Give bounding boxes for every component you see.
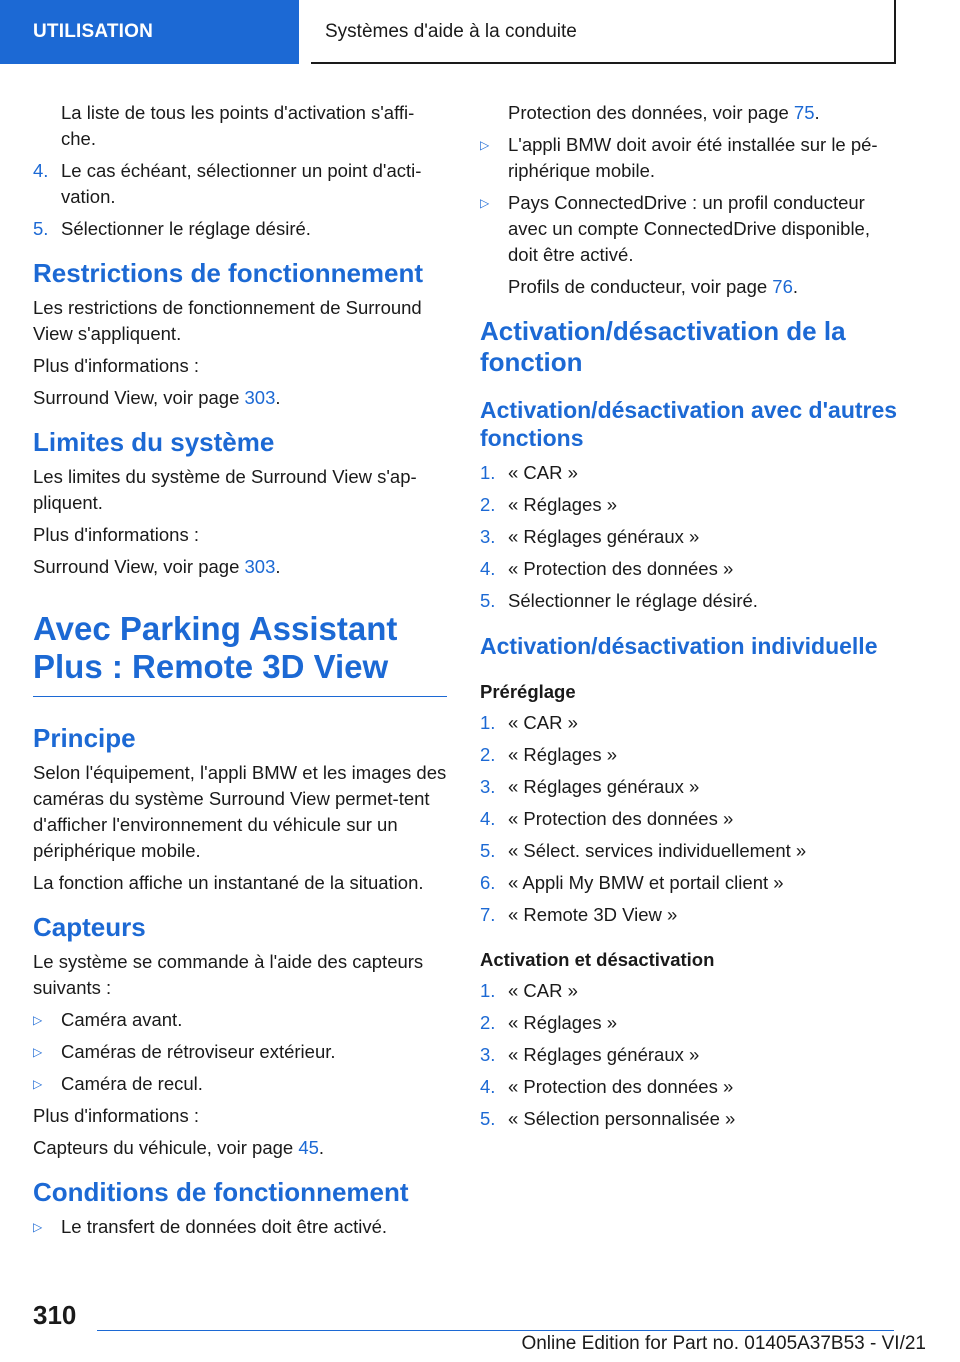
item-text: Caméra de recul. [61, 1073, 203, 1094]
step-text: Le cas échéant, sélectionner un point d'acti-vation. [61, 160, 422, 207]
list-item [480, 1074, 900, 1100]
conditions-list-cont [480, 132, 900, 268]
step-number: 3. [480, 776, 496, 797]
section-tab: UTILISATION [0, 0, 299, 64]
principle-body-2: La fonction affiche un instantané de la situation. [33, 872, 424, 893]
list-item [33, 1071, 447, 1097]
with-others-steps [480, 460, 900, 614]
list-item [33, 1039, 447, 1065]
triangle-right-icon: ▷ [33, 1045, 43, 1059]
step-number: 4. [33, 160, 49, 181]
list-item [480, 774, 900, 800]
step-text: « Réglages » [508, 1012, 618, 1033]
step-text: « Réglages » [508, 744, 618, 765]
step-text: « Réglages généraux » [508, 1044, 700, 1065]
heading-sensors: Capteurs [33, 912, 146, 942]
step-number: 4. [480, 558, 496, 579]
step-text: « CAR » [508, 980, 578, 1001]
step-text: « Appli My BMW et portail client » [508, 872, 784, 893]
ref-text: Profils de conducteur, voir page [508, 276, 773, 297]
list-item [33, 1007, 447, 1033]
step-text: « Réglages » [508, 494, 618, 515]
intro-text: La liste de tous les points d'activation s'affi-che. [61, 102, 415, 149]
step-number: 1. [480, 712, 496, 733]
step-text: « CAR » [508, 462, 578, 483]
step-number: 1. [480, 980, 496, 1001]
heading-principle: Principe [33, 723, 136, 753]
list-item [480, 1042, 900, 1068]
page-link[interactable]: 45 [298, 1137, 319, 1158]
heading-restrictions: Restrictions de fonctionnement [33, 258, 424, 288]
step-text: « Protection des données » [508, 558, 734, 579]
page-header [0, 0, 960, 66]
list-item [480, 710, 900, 736]
toggle-title: Activation et désactivation [480, 949, 715, 970]
step-text: Sélectionner le réglage désiré. [61, 218, 311, 239]
list-item [480, 460, 900, 486]
step-number: 2. [480, 1012, 496, 1033]
heading-with-others: Activation/désactivation avec d'autres fonctions [480, 397, 898, 451]
limits-more: Plus d'informations : [33, 524, 199, 545]
list-item [480, 524, 900, 550]
ref-text: Capteurs du véhicule, voir page [33, 1137, 299, 1158]
list-item [480, 1106, 900, 1132]
step-text: « Réglages généraux » [508, 776, 700, 797]
step-number: 1. [480, 462, 496, 483]
step-number: 2. [480, 494, 496, 515]
step-number: 7. [480, 904, 496, 925]
sensors-list [33, 1007, 447, 1097]
list-item [33, 1214, 447, 1240]
list-item [480, 1010, 900, 1036]
ref-text: Protection des données, voir page [508, 102, 794, 123]
conditions-list [33, 1214, 447, 1240]
list-item [480, 838, 900, 864]
step-number: 3. [480, 1044, 496, 1065]
item-text: Caméras de rétroviseur extérieur. [61, 1041, 336, 1062]
sensors-body: Le système se commande à l'aide des capteurs suivants : [33, 951, 424, 998]
page-link[interactable]: 75 [793, 102, 815, 123]
list-item [480, 556, 900, 582]
triangle-right-icon: ▷ [33, 1077, 43, 1091]
steps-top-list [33, 158, 447, 242]
list-item [480, 132, 900, 184]
step-number: 5. [480, 840, 496, 861]
edition-text: Online Edition for Part no. 01405A37B53 - VI/21 [521, 1333, 926, 1354]
triangle-right-icon: ▷ [480, 196, 490, 210]
triangle-right-icon: ▷ [33, 1013, 43, 1027]
sensors-ref: Capteurs du véhicule, voir page 45. [33, 1137, 325, 1158]
chapter-title: Systèmes d'aide à la conduite [311, 0, 896, 64]
list-item [480, 742, 900, 768]
step-number: 4. [480, 808, 496, 829]
list-item [33, 158, 447, 210]
item-text: Caméra avant. [61, 1009, 183, 1030]
list-item [480, 978, 900, 1004]
continued-ref: Protection des données, voir page 75. [508, 102, 820, 123]
right-column [480, 100, 900, 1138]
list-item [480, 870, 900, 896]
sensors-more: Plus d'informations : [33, 1105, 199, 1126]
ref-text: Surround View, voir page [33, 556, 245, 577]
step-text: « Protection des données » [508, 1076, 734, 1097]
item-text: Pays ConnectedDrive : un profil conducteur avec un compte ConnectedDrive disponible, doit être activé. [508, 192, 870, 265]
step-number: 6. [480, 872, 496, 893]
item-text: L'appli BMW doit avoir été installée sur le pé-riphérique mobile. [508, 134, 878, 181]
step-number: 5. [480, 1108, 496, 1129]
list-item [480, 492, 900, 518]
limits-ref: Surround View, voir page 303. [33, 556, 281, 577]
step-number: 4. [480, 1076, 496, 1097]
step-number: 5. [480, 590, 496, 611]
page-link[interactable]: 303 [244, 556, 276, 577]
profile-ref: Profils de conducteur, voir page 76. [508, 276, 799, 297]
list-item [480, 190, 900, 268]
triangle-right-icon: ▷ [33, 1220, 43, 1234]
item-text: Le transfert de données doit être activé. [61, 1216, 388, 1237]
step-text: « Protection des données » [508, 808, 734, 829]
heading-activation: Activation/désactivation de la fonction [480, 316, 846, 377]
heading-individual: Activation/désactivation individuelle [480, 633, 878, 659]
step-number: 5. [33, 218, 49, 239]
preset-steps [480, 710, 900, 928]
step-text: « Sélect. services individuellement » [508, 840, 807, 861]
step-number: 2. [480, 744, 496, 765]
step-text: « Remote 3D View » [508, 904, 678, 925]
restrictions-body: Les restrictions de fonctionnement de Surround View s'appliquent. [33, 297, 422, 344]
step-text: Sélectionner le réglage désiré. [508, 590, 758, 611]
left-column [33, 100, 447, 1246]
step-text: « Réglages généraux » [508, 526, 700, 547]
restrictions-ref: Surround View, voir page 303. [33, 387, 281, 408]
toggle-steps [480, 978, 900, 1132]
ref-text: Surround View, voir page [33, 387, 245, 408]
limits-body: Les limites du système de Surround View s'ap-pliquent. [33, 466, 417, 513]
step-text: « CAR » [508, 712, 578, 733]
main-title: Avec Parking Assistant Plus : Remote 3D View [33, 610, 447, 697]
list-item [33, 216, 447, 242]
heading-conditions: Conditions de fonctionnement [33, 1177, 409, 1207]
step-text: « Sélection personnalisée » [508, 1108, 736, 1129]
page-link[interactable]: 303 [244, 387, 276, 408]
triangle-right-icon: ▷ [480, 138, 490, 152]
principle-body: Selon l'équipement, l'appli BMW et les images des caméras du système Surround View permet-tent d'afficher l'environnement du véhicule sur un périphérique mobile. [33, 762, 447, 861]
list-item [480, 588, 900, 614]
page-number: 310 [33, 1300, 77, 1330]
restrictions-more: Plus d'informations : [33, 355, 199, 376]
page-link[interactable]: 76 [772, 276, 793, 297]
step-number: 3. [480, 526, 496, 547]
list-item [480, 902, 900, 928]
preset-title: Préréglage [480, 681, 576, 702]
heading-limits: Limites du système [33, 427, 275, 457]
list-item [480, 806, 900, 832]
